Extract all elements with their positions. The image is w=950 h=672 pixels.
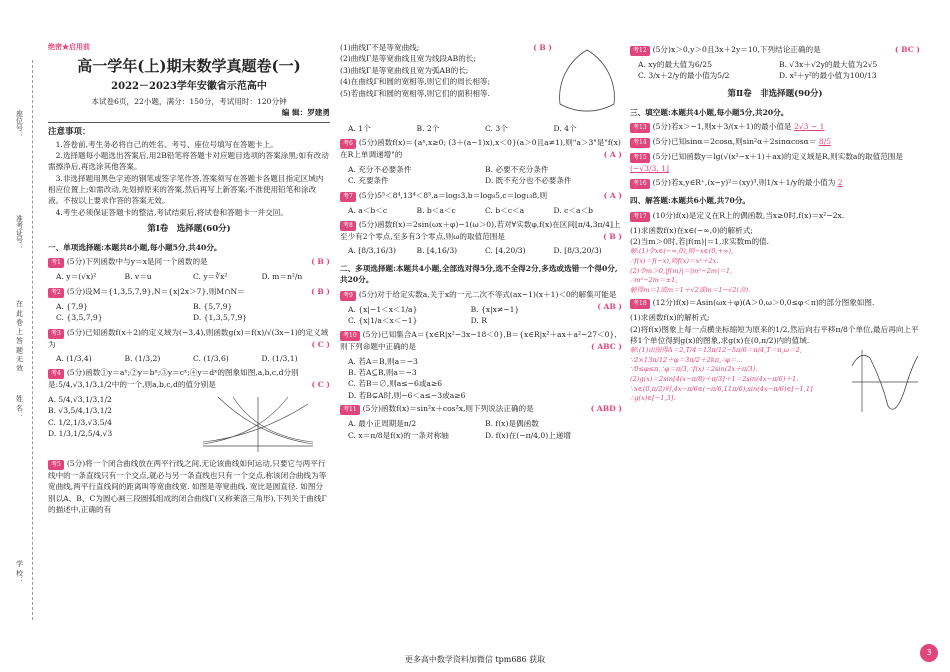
question-15: 考15 (5分)已知函数y＝lg(√(x²−x＋1)＋ax)的定义域是R,则实数a的取值范围是 (−√3/3, 1] xyxy=(630,151,903,173)
options: A. 若A＝B,则a＝−3 B. 若A⊆B,则a＝−3 C. 若B＝∅,则a≤−6或a≥6 D. 若B⊊A时,则−6＜a≤−3或a≥6 xyxy=(348,356,466,400)
options: A. 充分不必要条件 B. 必要不充分条件 C. 充要条件 D. 既不充分也不必要条件 xyxy=(348,164,572,186)
sub-question: (2)当m＞0时,若|f(m)|＝1,求实数m的值. xyxy=(630,237,770,247)
answer: ( A ) xyxy=(603,190,622,200)
question-7: 考7 (5分)5⁵＜8⁴,13⁴＜8⁵,a＝log₅3,b＝log₈5,c＝log₁₃8,则 ( A ) xyxy=(340,190,622,202)
question-16: 考16 (5分)若x,y∈R⁺,(x−y)²＝(xy)³,则1/x＋1/y的最小值为 2 xyxy=(630,177,920,189)
fill-answer: 2 xyxy=(837,178,843,188)
fill-answer: 2√3 − 1 xyxy=(793,121,825,131)
secret-tag: 绝密★启用前 xyxy=(48,42,90,51)
question-11: 考11 (5分)函数f(x)＝sin²x＋cos²x,则下列说法正确的是 ( ABD ) xyxy=(340,403,622,415)
question-8: 考8 (5分)函数f(x)＝2sin(ωx＋φ)−1(ω＞0),若对∀实数φ,f(x)在区间[π/4,3π/4]上至少有2个零点,至多有3个零点,则ω的取值范围是 ( B ) xyxy=(340,219,622,241)
answer: ( B ) xyxy=(311,257,330,267)
middle-column xyxy=(340,42,622,444)
statement: (4)在曲线Γ和圆的宽相等,则它们的周长相等; xyxy=(340,77,491,87)
question-18: 考18 (12分)f(x)＝Asin(ωx＋φ)(A＞0,ω＞0,0≤φ＜π)的部分图象如图. xyxy=(630,297,920,309)
school-label: 学 校： xyxy=(15,560,24,584)
page-title: 高一学年(上)期末数学真题卷(一) xyxy=(77,56,301,75)
binding-margin xyxy=(0,0,40,672)
page-number: 3 xyxy=(920,644,938,662)
notes-item: 4.考生必须保证答题卡的整洁,考试结束后,将试卷和答题卡一并交回。 xyxy=(55,207,288,217)
question-1: 考1 (5分)下列函数中与y＝x是同一个函数的是 ( B ) xyxy=(48,256,330,268)
fill-answer: (−√3/3, 1] xyxy=(630,163,670,173)
notes-item: 1.答卷前,考生务必将自己的姓名、考号、座位号填写在答题卡上。 xyxy=(55,139,278,149)
handwritten-solution: 解:(1)令x∈(−∞,0),则−x∈(0,+∞), ∴f(x)＝f(−x),则f(x)＝x²＋2x. (2)令m＞0,|f(m)|＝|m²−2m|＝1, ∴m²−2m＝±1, 解得m＝1或m＝1＋√2或m＝1−√2(舍). xyxy=(630,247,751,294)
answer: ( A ) xyxy=(603,150,622,160)
options: A. {7,9} B. {5,7,9} C. {3,5,7,9} D. {1,3,5,7,9} xyxy=(56,301,248,323)
seat-label: 座位号： xyxy=(15,110,24,138)
sub-question: (2)将f(x)图象上每一点横坐标缩短为原来的1/2,然后向右平移π/8个单位,最后再向上平移1个单位得到g(x)的图象,求g(x)在(0,π/2)内的值域. xyxy=(630,324,919,345)
statement: (2)曲线Γ是等宽曲线且宽为线段AB的长; xyxy=(340,54,476,64)
answer: ( B ) xyxy=(603,231,622,241)
statement: (1)曲线Γ不是等宽曲线; xyxy=(340,43,420,52)
section3-title: 三、填空题:本题共4小题,每小题5分,共20分。 xyxy=(630,107,789,117)
editor: 编 辑：罗建勇 xyxy=(281,108,330,118)
part2-title: 第Ⅱ卷 非选择题(90分) xyxy=(727,88,823,99)
options: A. 5/4,√3,1/3,1/2 B. √3,5/4,1/3,1/2 C. 1/2,1/3,√3,5/4 D. 1/3,1/2,5/4,√3 xyxy=(48,394,113,438)
options: A. xy的最大值为6/25 B. √3x＋√2y的最大值为2√5 C. 3/x＋2/y的最小值为5/2 D. x²＋y²的最小值为100/13 xyxy=(638,60,878,81)
part1-title: 第Ⅰ卷 选择题(60分) xyxy=(147,224,231,235)
answer: ( C ) xyxy=(311,339,330,349)
question-4: 考4 (5分)函数①y＝aˣ;②y＝bˣ;③y＝cˣ;④y＝dˣ的图象如图,a,b,c,d分别是:5/4,√3,1/3,1/2中的一个,则a,b,c,d的值分别是 ( C ) xyxy=(48,368,330,390)
options: A. {x|−1＜x＜1/a} B. {x|x≠−1} C. {x|1/a＜x＜−1} D. R xyxy=(348,304,520,325)
name-label: 姓 名： xyxy=(15,395,24,419)
sine-graph-figure xyxy=(850,346,920,416)
answer: ( AB ) xyxy=(597,301,622,311)
question-9: 考9 (5分)对于给定实数a,关于x的一元二次不等式(ax−1)(x＋1)＜0的解集可能是 ( AB ) xyxy=(340,289,622,301)
left-column xyxy=(48,42,330,518)
question-13: 考13 (5分)若x＞−1,则x＋3/(x＋1)的最小值是 2√3 − 1 xyxy=(630,121,920,133)
notes-item: 2.选择题每小题选出答案后,用2B铅笔将答题卡对应题目选项的答案涂黑;如有改动需擦净后,再选涂其他答案。 xyxy=(48,150,329,172)
question-17: 考17 (10分)f(x)是定义在R上的偶函数,当x≥0时,f(x)＝x²−2x. xyxy=(630,210,920,222)
footer-note: 更多高中数学资料加微信 tpm686 获取 xyxy=(404,655,546,664)
question-14: 考14 (5分)已知sinα＝2cosα,则sin²α＋2sinαcosα＝ 8/5 xyxy=(630,136,920,148)
options: A. 1个 B. 2个 C. 3个 D. 4个 xyxy=(348,124,577,133)
fill-answer: 8/5 xyxy=(818,136,832,146)
right-column xyxy=(630,42,920,416)
answer: ( B ) xyxy=(533,43,552,52)
reuleaux-triangle-figure xyxy=(552,42,622,122)
answer: ( ABD ) xyxy=(590,404,622,414)
sub-question: (1)求函数f(x)的解析式; xyxy=(630,313,710,323)
answer: ( C ) xyxy=(311,380,330,390)
handwritten-solution: 解:(1)由图得A＝2,T/4＝13π/12−5π/6＝π/4,T＝π,ω＝2, ∵2×13π/12＋φ＝3π/2＋2kπ,∴φ＝... ∵0≤φ≤π,∴φ＝π/3,∴f(x)＝2sin(2x＋π/3). (2)g(x)＝2sin[4(x−π/8)＋π/3]＋1＝2sin(4x−π/6)＋1. ∵x∈(0,π/2)时,4x−π/6∈(−π/6,11π/6),sin(4x−π/6)∈[−1,1] ∴g(x)∈[−1,3]. xyxy=(630,346,813,403)
exponential-graph-figure xyxy=(198,394,318,456)
notes-title: 注意事项： xyxy=(48,126,91,137)
section2-title: 二、多项选择题:本题共4小题,全部选对得5分,选不全得2分,多选或选错一个得0分,共20分。 xyxy=(340,263,618,285)
question-5: 考5 (5分)将一个闭合曲线放在两平行线之间,无论该曲线如何运动,只要它与两平行线中的一条直线只有一个交点,就必与另一条直线也只有一个交点,称该闭合曲线为等宽曲线,两平行直线间的距离叫等宽曲线宽. 如图是等宽曲线. 宽比是圆直径. 如图分别以A、B、C为圆心画三段圆弧组成的闭合曲线Γ(又称莱洛三角形),下列关于曲线Γ的描述中,正确的有 xyxy=(48,458,327,514)
options: A. [8/3,16/3) B. [4,16/3) C. [4,20/3) D. [8/3,20/3) xyxy=(348,246,602,256)
options: A. 最小正周期是π/2 B. f(x)是偶函数 C. x＝π/8是f(x)的一条对称轴 D. f(x)在(−π/4,0)上递增 xyxy=(348,419,571,440)
exam-meta: 本试卷6页，22小题，满分：150分，考试用时：120分钟 xyxy=(91,97,287,106)
section4-title: 四、解答题:本题共6小题,共70分。 xyxy=(630,196,751,206)
notes-item: 3.非选择题用黑色字迹的钢笔或签字笔作答,答案须写在答题卡各题目指定区域内相应位置上;如需改动,先划掉原来的答案,然后再写上新答案;不准使用铅笔和涂改液。不按以上要求作答的答案无效。 xyxy=(48,173,324,206)
options: A. a＜b＜c B. b＜a＜c C. b＜c＜a D. c＜a＜b xyxy=(348,205,593,215)
sub-question: (1)求函数f(x)在x∈(−∞,0)的解析式; xyxy=(630,225,753,235)
question-10: 考10 (5分)已知集合A＝{x∈R|x²−3x−18＜0},B＝{x∈R|x²＋ax＋a²−27＜0},则下列命题中正确的是 ( ABC ) xyxy=(340,330,622,352)
section1-title: 一、单项选择题:本题共8小题,每小题5分,共40分。 xyxy=(48,243,222,253)
statement: (5)若曲线Γ和圆的宽相等,则它们的面积相等. xyxy=(340,88,490,98)
question-6: 考6 (5分)函数f(x)＝{aˣ,x≥0; (3＋(a−1)x),x＜0}(a＞0且a≠1),则"a＞3"是"f(x)在R上单调递增"的 ( A ) xyxy=(340,138,622,160)
answer: ( ABC ) xyxy=(591,342,622,352)
options: A. (1/3,4) B. (1/3,2) C. (1/3,6) D. (1/3,1) xyxy=(56,353,298,363)
exam-number-label: 准考证号： xyxy=(15,215,24,250)
question-2: 考2 (5分)设M＝{1,3,5,7,9},N＝{x|2x＞7},则M∩N＝ ( B ) xyxy=(48,286,330,298)
answer: ( B ) xyxy=(311,286,330,296)
question-12: 考12 (5分)x＞0,y＞0且3x＋2y＝10,下列结论正确的是 ( BC ) xyxy=(630,44,920,56)
answer: ( BC ) xyxy=(894,45,920,54)
cut-line xyxy=(32,60,33,620)
statement: (3)曲线Γ是等宽曲线且宽为弧AB的长; xyxy=(340,65,469,75)
question-3: 考3 (5分)已知函数f(x＋2)的定义域为(−3,4),则函数g(x)＝f(x)/√(3x−1)的定义域为 ( C ) xyxy=(48,327,330,349)
no-answer-warning: 在 此 卷 上 答 题 无 效 xyxy=(15,300,24,372)
options: A. y＝(√x)² B. v＝u C. y＝∛x² D. m＝n²/n xyxy=(56,272,303,282)
subtitle: 2022－2023学年安徽省示范高中 xyxy=(111,81,267,92)
